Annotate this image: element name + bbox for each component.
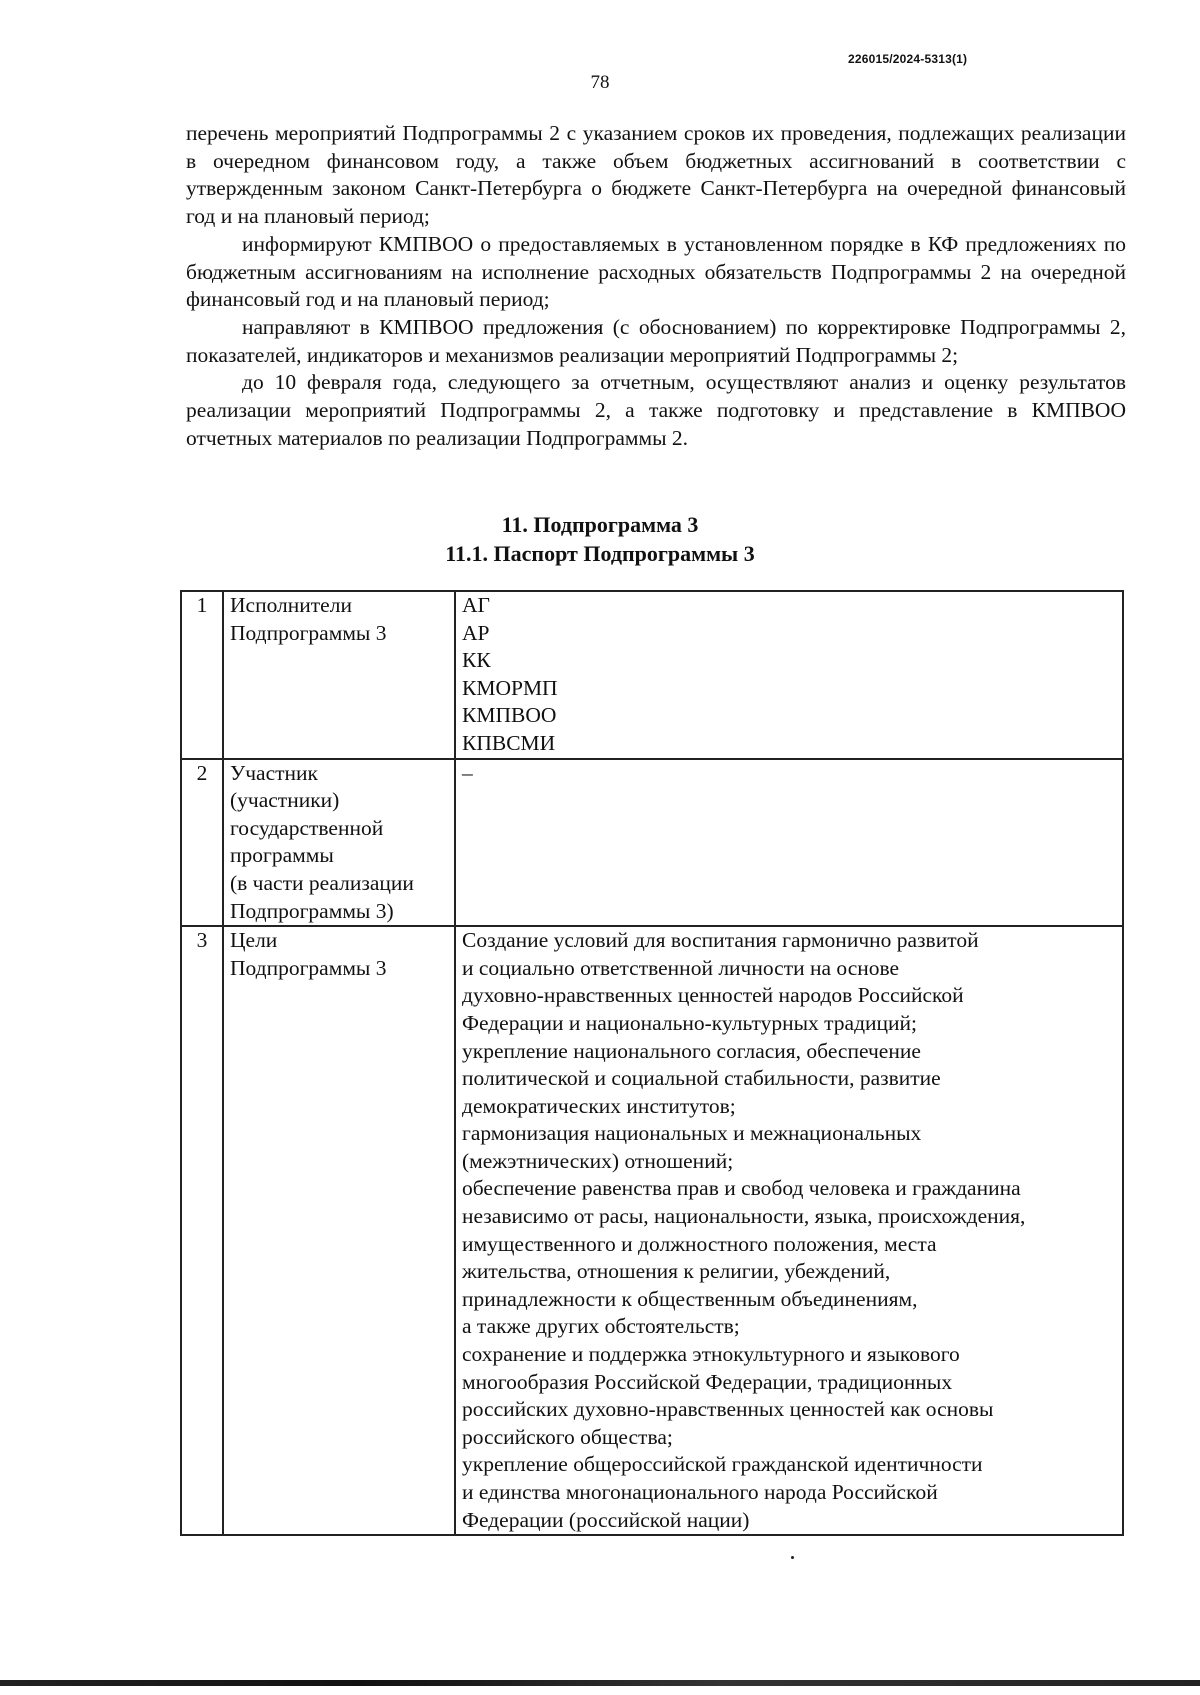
- intro-text: [186, 120, 1126, 452]
- label-line: Подпрограммы 3): [230, 898, 394, 923]
- value-line: Федерации и национально-культурных традиций;: [462, 1010, 918, 1035]
- value-line: укрепление общероссийской гражданской идентичности: [462, 1452, 983, 1477]
- row-value: [455, 759, 1123, 927]
- value-line: КПВСМИ: [462, 730, 556, 755]
- row-number: 2: [181, 759, 223, 927]
- paragraph: информируют КМПВОО о предоставляемых в установленном порядке в КФ предложениях по бюджетным ассигнованиям на исполнение расходных обязательств Подпрограммы 2 на очередной финансовый год и на плановый период;: [186, 231, 1126, 312]
- value-line: духовно-нравственных ценностей народов Российской: [462, 983, 964, 1008]
- value-line: и социально ответственной личности на основе: [462, 955, 900, 980]
- row-number: 1: [181, 591, 223, 759]
- value-line: КМОРМП: [462, 675, 558, 700]
- row-value: [455, 591, 1123, 759]
- value-line: (межэтнических) отношений;: [462, 1148, 734, 1173]
- value-line: независимо от расы, национальности, языка, происхождения,: [462, 1204, 1026, 1229]
- label-line: Участник: [230, 760, 318, 785]
- passport-table: [180, 590, 1124, 1536]
- value-line: российского общества;: [462, 1424, 673, 1449]
- label-line: Исполнители: [230, 593, 352, 617]
- paragraph: направляют в КМПВОО предложения (с обоснованием) по корректировке Подпрограммы 2, показателей, индикаторов и механизмов реализации мероприятий Подпрограммы 2;: [186, 314, 1126, 367]
- label-line: (в части реализации: [230, 870, 414, 895]
- paragraph: перечень мероприятий Подпрограммы 2 с указанием сроков их проведения, подлежащих реализации в очередном финансовом году, а также объем бюджетных ассигнований в соответствии с утвержденным законом Санкт-Петербурга о бюджете Санкт-Петербурга на очередной финансовый год и на плановый период;: [186, 121, 1126, 229]
- value-line: –: [462, 760, 473, 785]
- section-heading: [0, 510, 1200, 568]
- value-line: жительства, отношения к религии, убеждений,: [462, 1259, 891, 1284]
- label-line: государственной: [230, 815, 384, 840]
- label-line: Подпрограммы 3: [230, 620, 387, 645]
- table-row: [181, 591, 1123, 759]
- document-id: 226015/2024-5313(1): [848, 52, 968, 66]
- value-line: Создание условий для воспитания гармонично развитой: [462, 928, 979, 953]
- value-line: сохранение и поддержка этнокультурного и языкового: [462, 1342, 960, 1367]
- value-line: и единства многонационального народа Российской: [462, 1480, 938, 1504]
- value-line: КМПВОО: [462, 703, 557, 728]
- value-line: укрепление национального согласия, обеспечение: [462, 1038, 921, 1063]
- table-row: [181, 759, 1123, 927]
- row-number: 3: [181, 926, 223, 1535]
- row-value: [455, 926, 1123, 1535]
- value-line: АГ: [462, 593, 490, 617]
- label-line: Подпрограммы 3: [230, 955, 387, 980]
- section-title: 11. Подпрограмма 3: [501, 512, 699, 537]
- table-row: [181, 926, 1123, 1535]
- value-line: обеспечение равенства прав и свобод человека и гражданина: [462, 1176, 1021, 1201]
- value-line: а также других обстоятельств;: [462, 1314, 740, 1339]
- value-line: Федерации (российской нации): [462, 1507, 750, 1532]
- page-number: 78: [590, 72, 610, 93]
- row-label: [223, 759, 455, 927]
- section-subtitle: 11.1. Паспорт Подпрограммы 3: [445, 541, 755, 566]
- value-line: КК: [462, 648, 491, 673]
- label-line: программы: [230, 843, 334, 868]
- value-line: АР: [462, 620, 490, 645]
- value-line: российских духовно-нравственных ценностей как основы: [462, 1397, 994, 1422]
- value-line: демократических институтов;: [462, 1093, 736, 1118]
- scan-edge-smudge: [0, 1680, 1200, 1686]
- row-label: [223, 591, 455, 759]
- value-line: принадлежности к общественным объединениям,: [462, 1286, 918, 1311]
- value-line: многообразия Российской Федерации, традиционных: [462, 1369, 953, 1394]
- value-line: политической и социальной стабильности, развитие: [462, 1066, 941, 1091]
- label-line: (участники): [230, 788, 340, 813]
- row-label: [223, 926, 455, 1535]
- paragraph: до 10 февраля года, следующего за отчетным, осуществляют анализ и оценку результатов реализации мероприятий Подпрограммы 2, а также подготовку и представление в КМПВОО отчетных материалов по реализации Подпрограммы 2.: [186, 370, 1126, 450]
- value-line: имущественного и должностного положения, места: [462, 1231, 937, 1256]
- scan-speck: [791, 1556, 794, 1559]
- value-line: гармонизация национальных и межнациональных: [462, 1121, 922, 1146]
- label-line: Цели: [230, 928, 278, 953]
